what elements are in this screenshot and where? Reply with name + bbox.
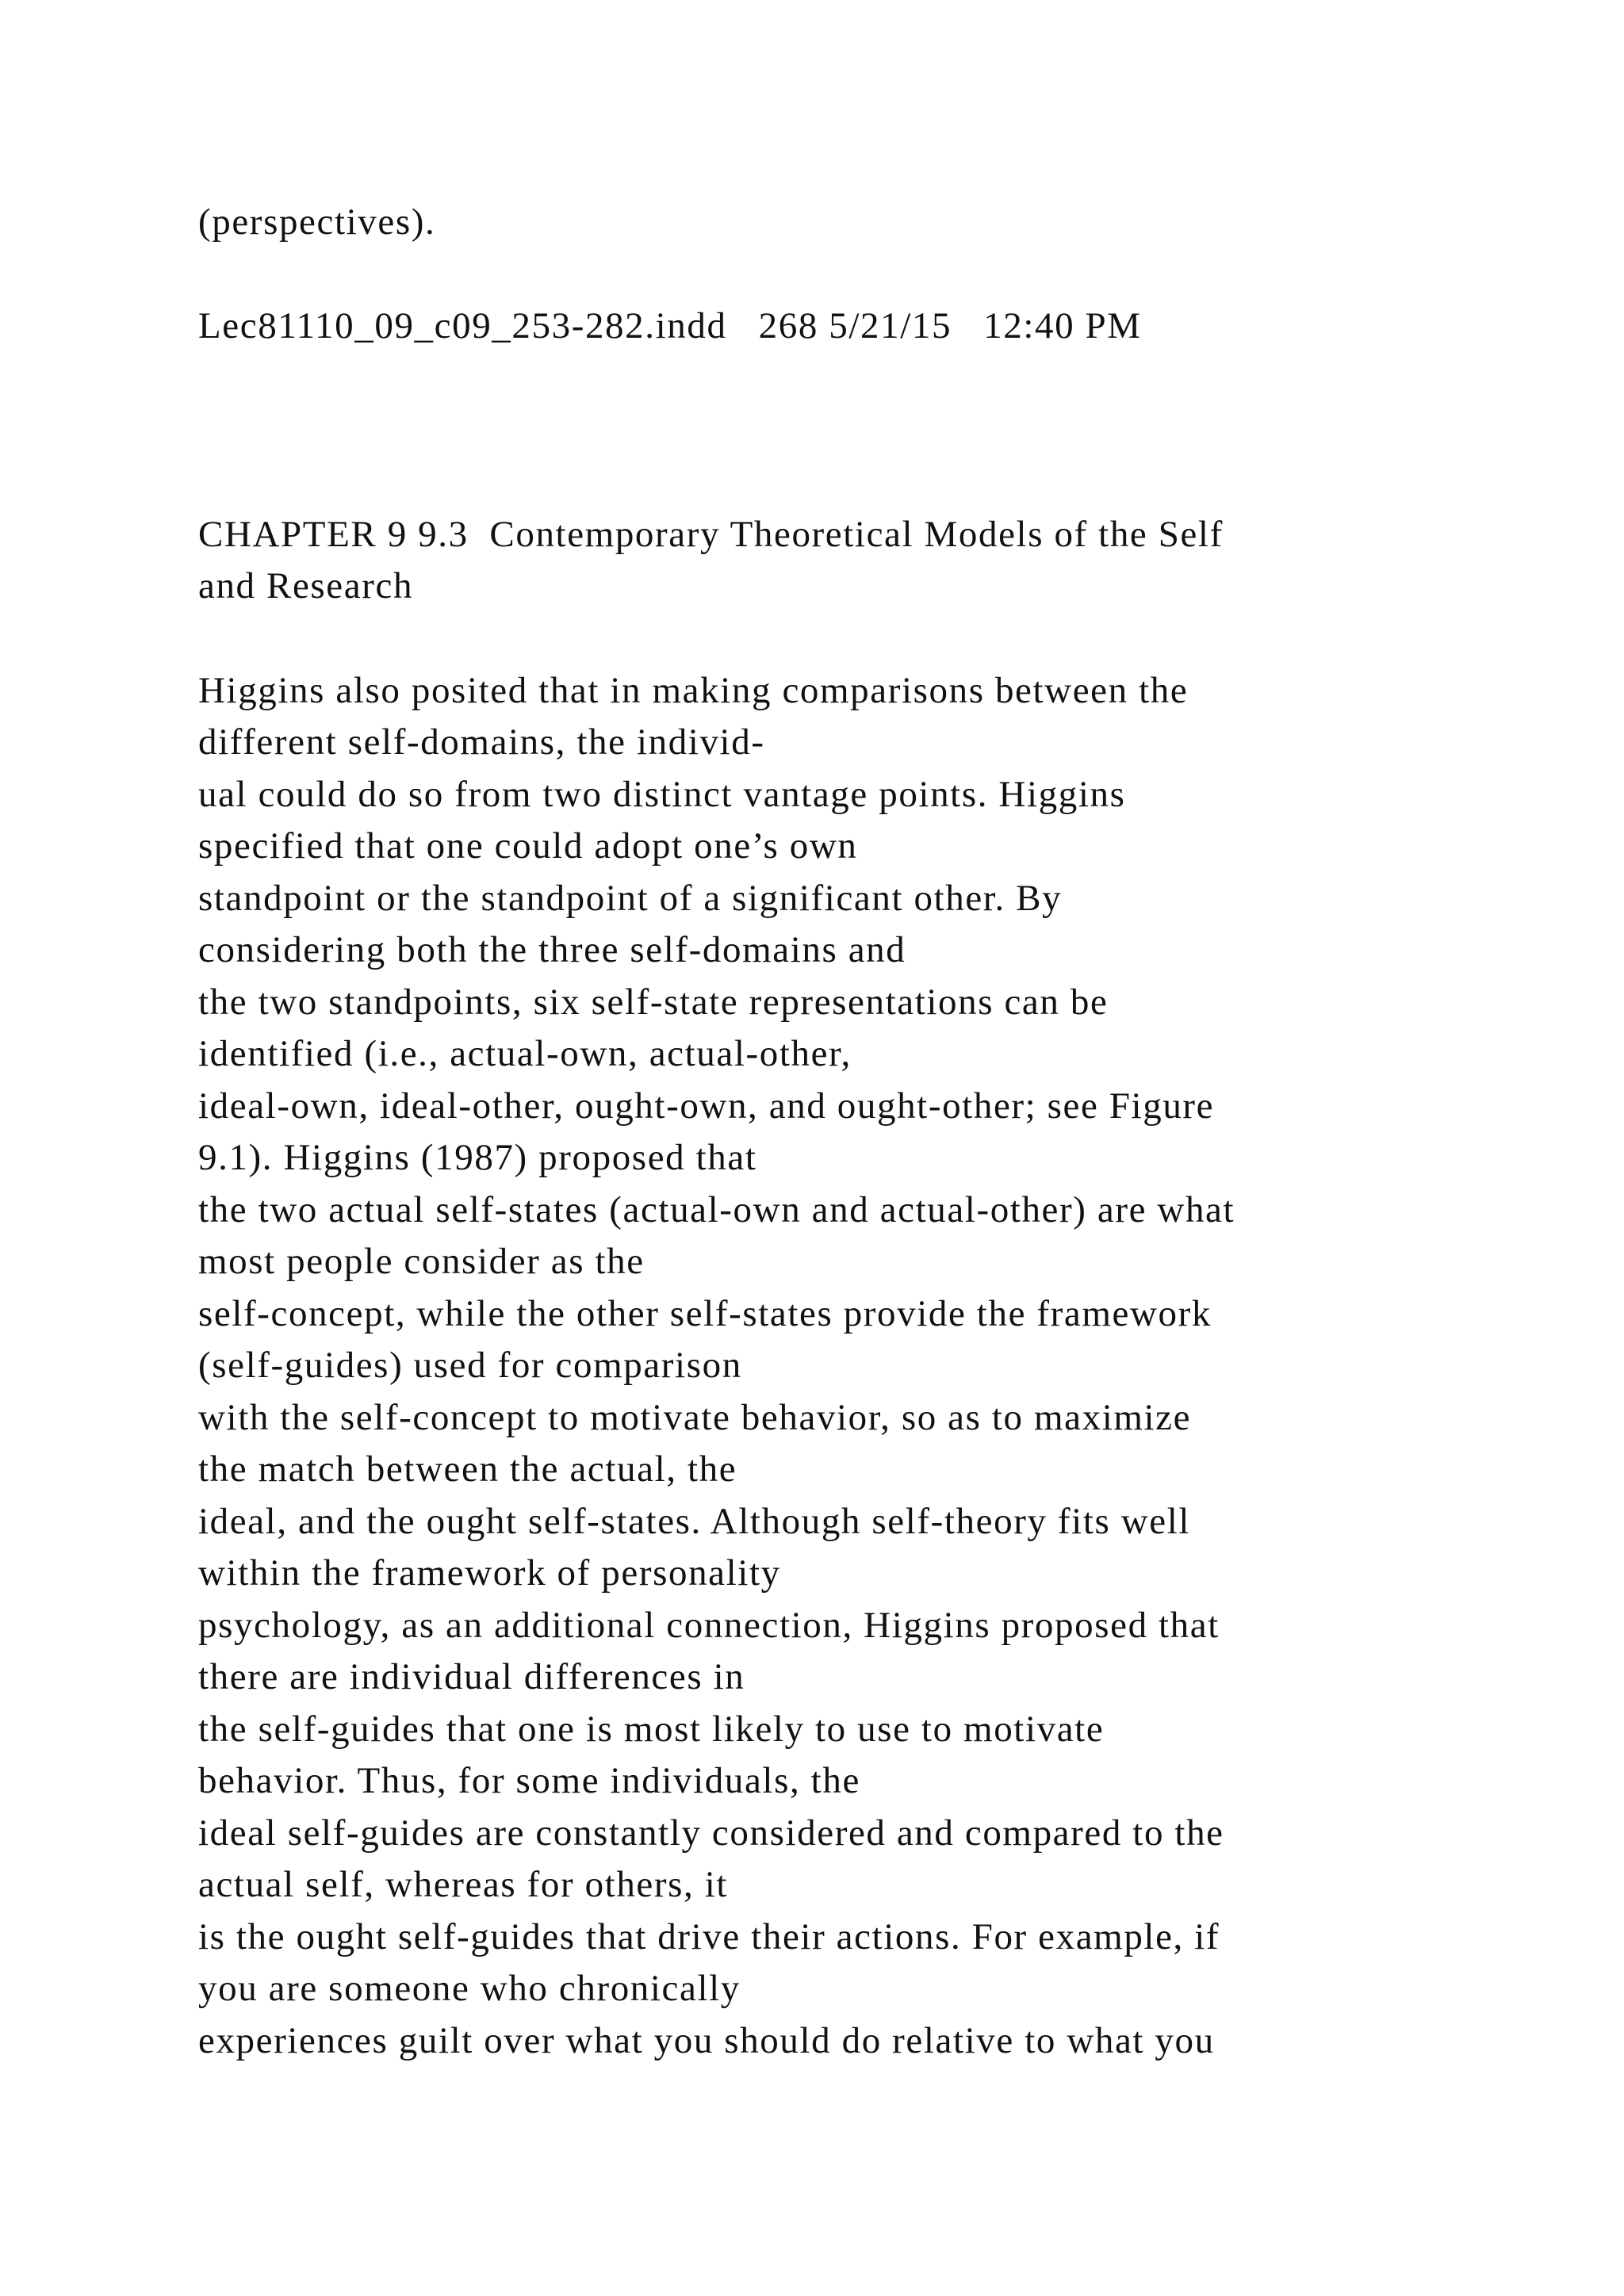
body-line: ual could do so from two distinct vantage points. Higgins (198, 774, 1126, 815)
body-line: identified (i.e., actual-own, actual-other, (198, 1033, 852, 1074)
body-line: the self-guides that one is most likely to use to motivate (198, 1709, 1105, 1750)
body-line: standpoint or the standpoint of a significant other. By (198, 878, 1063, 919)
body-line: experiences guilt over what you should do relative to what you (198, 2020, 1215, 2061)
body-line: you are someone who chronically (198, 1968, 741, 2009)
body-line: considering both the three self-domains and (198, 929, 906, 970)
body-line: most people consider as the (198, 1241, 645, 1282)
body-line: specified that one could adopt one’s own (198, 825, 858, 867)
body-line: ideal self-guides are constantly considered and compared to the (198, 1812, 1224, 1854)
body-line: (self-guides) used for comparison (198, 1345, 742, 1386)
body-line: self-concept, while the other self-states provide the framework (198, 1293, 1212, 1334)
body-line: actual self, whereas for others, it (198, 1864, 729, 1905)
body-line: there are individual differences in (198, 1656, 745, 1697)
body-line: 9.1). Higgins (1987) proposed that (198, 1137, 757, 1178)
body-line: psychology, as an additional connection, Higgins proposed that (198, 1605, 1220, 1646)
body-line: ideal, and the ought self-states. Although self-theory fits well (198, 1501, 1191, 1542)
body-line: within the framework of personality (198, 1552, 781, 1594)
body-line: different self-domains, the individ- (198, 721, 765, 763)
file-slug: Lec81110_09_c09_253-282.indd 268 5/21/15 12:40 PM (198, 305, 1142, 346)
text-fragment: (perspectives). (198, 201, 436, 243)
body-line: the two standpoints, six self-state representations can be (198, 982, 1109, 1023)
body-line: is the ought self-guides that drive their actions. For example, if (198, 1916, 1220, 1957)
chapter-heading-line-2: and Research (198, 565, 414, 607)
body-line: the two actual self-states (actual-own and actual-other) are what (198, 1189, 1235, 1230)
body-line: Higgins also posited that in making comparisons between the (198, 670, 1189, 711)
chapter-heading-line-1: CHAPTER 9 9.3 Contemporary Theoretical Models of the Self (198, 514, 1224, 555)
body-line: with the self-concept to motivate behavior, so as to maximize (198, 1397, 1192, 1438)
body-line: ideal-own, ideal-other, ought-own, and ought-other; see Figure (198, 1085, 1215, 1127)
body-line: the match between the actual, the (198, 1448, 737, 1490)
body-line: behavior. Thus, for some individuals, the (198, 1760, 860, 1801)
